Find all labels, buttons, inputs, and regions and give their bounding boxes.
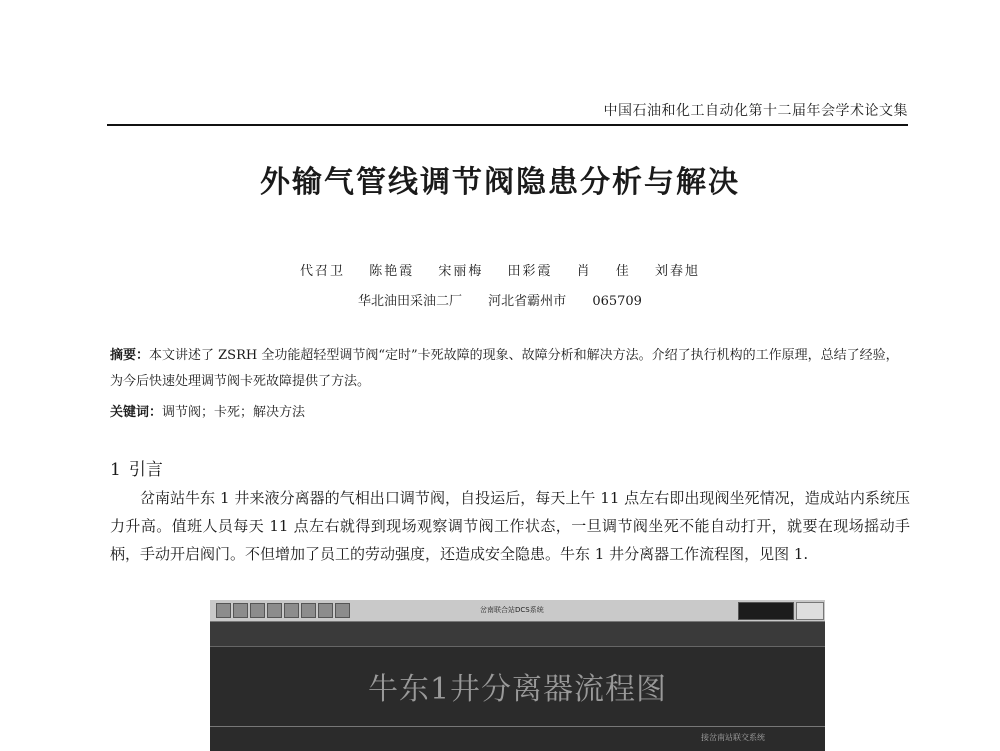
header-rule <box>107 124 908 126</box>
toolbar-icon <box>267 603 282 618</box>
abstract-label: 摘要： <box>110 348 150 363</box>
keywords-label: 关键词： <box>110 405 163 420</box>
figure-diagram-title: 牛东1井分离器流程图 <box>367 672 668 707</box>
section-body: 岔南站牛东 1 井来液分离器的气相出口调节阀，自投运后，每天上午 11 点左右即出现阀坐死情况，造成站内系统压力升高。值班人员每天 11 点左右就得到现场观察调节阀工作状态，一旦调节阀坐死不能自动打开，就要在现场摇动手柄，手动开启阀门。不但增加了员工的劳动强度，还造成安全隐患。牛东 1 井分离器工作流程图，见图 1. <box>110 489 910 563</box>
abstract <box>110 343 910 395</box>
affiliation-org: 华北油田采油二厂 <box>358 294 463 309</box>
toolbar-icon <box>250 603 265 618</box>
keywords <box>110 401 910 420</box>
affiliation <box>0 290 1000 309</box>
section-title: 引言 <box>128 460 163 480</box>
journal-header: 中国石油和化工自动化第十二届年会学术论文集 <box>603 103 908 119</box>
author-list <box>0 260 1000 279</box>
figure-clock-panel <box>738 602 794 620</box>
author: 宋丽梅 <box>438 264 484 279</box>
abstract-text: 本文讲述了 ZSRH 全功能超轻型调节阀“定时”卡死故障的现象、故障分析和解决方法。介绍了执行机构的工作原理，总结了经验，为今后快速处理调节阀卡死故障提供了方法。 <box>110 348 899 389</box>
toolbar-icon <box>301 603 316 618</box>
affiliation-postcode: 065709 <box>592 294 642 309</box>
figure-line-label: 接岔南站联交系统 <box>701 733 765 742</box>
section-heading <box>110 455 163 480</box>
paper-title: 外输气管线调节阀隐患分析与解决 <box>260 165 740 200</box>
figure-header-band <box>210 622 825 647</box>
section-number: 1 <box>110 460 121 480</box>
figure-pipeline-line <box>210 726 825 727</box>
toolbar-icon <box>216 603 231 618</box>
toolbar-icon <box>284 603 299 618</box>
figure-system-title: 岔南联合站DCS系统 <box>480 606 544 614</box>
keywords-text: 调节阀；卡死；解决方法 <box>162 405 306 420</box>
figure-1-screenshot <box>210 600 825 751</box>
toolbar-icon <box>233 603 248 618</box>
author: 陈艳霞 <box>369 264 415 279</box>
author: 田彩霞 <box>507 264 553 279</box>
affiliation-place: 河北省霸州市 <box>488 294 567 309</box>
author: 肖 佳 <box>576 264 631 279</box>
author: 代召卫 <box>300 264 346 279</box>
figure-logo-icon <box>796 602 824 620</box>
figure-toolbar <box>210 600 825 622</box>
toolbar-icon <box>335 603 350 618</box>
toolbar-icon <box>318 603 333 618</box>
author: 刘春旭 <box>654 264 700 279</box>
